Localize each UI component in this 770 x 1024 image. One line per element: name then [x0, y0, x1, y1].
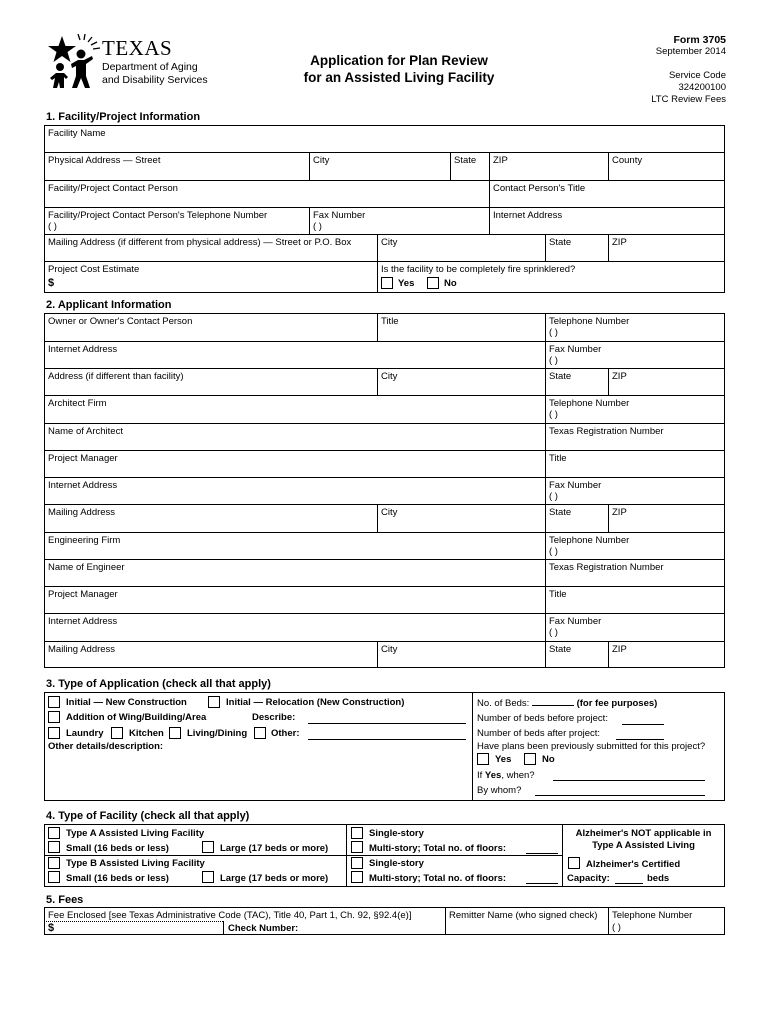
form-number: Form 3705: [673, 34, 726, 46]
laundry-label: Laundry: [66, 728, 104, 739]
owner-zip-field[interactable]: ZIP: [612, 371, 627, 382]
prev-no-checkbox[interactable]: [524, 753, 536, 765]
mailing-street-field[interactable]: Mailing Address (if different from physical address) — Street or P.O. Box: [48, 237, 352, 248]
type-b-checkbox[interactable]: [48, 857, 60, 869]
eng-phone-field[interactable]: Telephone Number: [549, 535, 630, 546]
owner-phone-field[interactable]: Telephone Number: [549, 316, 630, 327]
alz-certified-checkbox[interactable]: [568, 857, 580, 869]
mailing-zip-field[interactable]: ZIP: [612, 237, 627, 248]
physical-zip-field[interactable]: ZIP: [493, 155, 508, 166]
eng-reg-field[interactable]: Texas Registration Number: [549, 562, 664, 573]
owner-internet-field[interactable]: Internet Address: [48, 344, 118, 355]
logo-line3: and Disability Services: [102, 74, 208, 86]
alz-not-line1: Alzheimer's NOT applicable in: [575, 828, 712, 839]
a-multi-story-checkbox[interactable]: [351, 841, 363, 853]
type-b-large-label: Large (17 beds or more): [220, 873, 329, 884]
addition-checkbox[interactable]: [48, 711, 60, 723]
architect-mailing-field[interactable]: Mailing Address: [48, 507, 116, 518]
fee-enclosed-field[interactable]: Fee Enclosed [see Texas Administrative Code (TAC), Title 40, Part 1, Ch. 92, §92.4(e)]: [48, 910, 412, 921]
architect-pm-title-field[interactable]: Title: [549, 453, 567, 464]
eng-name-field[interactable]: Name of Engineer: [48, 562, 125, 573]
service-code-label: Service Code: [668, 70, 726, 81]
fee-phone-paren: ( ): [612, 922, 621, 933]
eng-phone-paren: ( ): [549, 546, 558, 557]
b-multi-story-label: Multi-story; Total no. of floors:: [369, 873, 507, 884]
cost-dollar: $: [48, 277, 55, 289]
mailing-state-field[interactable]: State: [549, 237, 572, 248]
check-number-field[interactable]: Check Number:: [228, 923, 299, 934]
architect-reg-field[interactable]: Texas Registration Number: [549, 426, 664, 437]
architect-fax-field[interactable]: Fax Number: [549, 480, 602, 491]
contact-title-field[interactable]: Contact Person's Title: [493, 183, 586, 194]
beds-before-line[interactable]: [622, 724, 664, 725]
fax-field[interactable]: Fax Number: [313, 210, 366, 221]
if-yes-when: [477, 770, 535, 781]
a-floors-line[interactable]: [526, 853, 558, 854]
type-b-small-label: Small (16 beds or less): [66, 873, 169, 884]
sprinkler-yes-checkbox[interactable]: [381, 277, 393, 289]
texas-star-family-icon: [46, 34, 106, 90]
sprinkler-yes-label: Yes: [398, 278, 415, 289]
architect-state-field[interactable]: State: [549, 507, 572, 518]
contact-phone-field[interactable]: Facility/Project Contact Person's Telephone Number: [48, 210, 268, 221]
architect-name-field[interactable]: Name of Architect: [48, 426, 123, 437]
living-dining-checkbox[interactable]: [169, 727, 181, 739]
type-b-large-checkbox[interactable]: [202, 871, 214, 883]
a-multi-story-label: Multi-story; Total no. of floors:: [369, 843, 507, 854]
by-whom-line[interactable]: [535, 795, 705, 796]
architect-pm-field[interactable]: Project Manager: [48, 453, 118, 464]
a-single-story-label: Single-story: [369, 828, 424, 839]
type-a-label: Type A Assisted Living Facility: [66, 828, 205, 839]
county-field[interactable]: County: [612, 155, 643, 166]
section2-table: [44, 313, 725, 668]
architect-city-field[interactable]: City: [381, 507, 398, 518]
prev-yes-label: Yes: [495, 754, 512, 765]
sprinkler-question: Is the facility to be completely fire sprinklered?: [381, 264, 576, 275]
eng-pm-title-field[interactable]: Title: [549, 589, 567, 600]
if-word: If: [477, 770, 485, 781]
owner-city-field[interactable]: City: [381, 371, 398, 382]
type-a-small-checkbox[interactable]: [48, 841, 60, 853]
other-line[interactable]: [308, 739, 466, 740]
architect-phone-paren: ( ): [549, 409, 558, 420]
laundry-checkbox[interactable]: [48, 727, 60, 739]
eng-mailing-field[interactable]: Mailing Address: [48, 644, 116, 655]
describe-label: Describe:: [252, 712, 296, 723]
alz-certified-label: Alzheimer's Certified: [586, 859, 681, 870]
type-a-small-label: Small (16 beds or less): [66, 843, 169, 854]
section5-title: 5. Fees: [46, 894, 84, 906]
eng-pm-field[interactable]: Project Manager: [48, 589, 118, 600]
b-single-story-checkbox[interactable]: [351, 857, 363, 869]
when-line[interactable]: [553, 780, 705, 781]
sprinkler-no-checkbox[interactable]: [427, 277, 439, 289]
b-floors-line[interactable]: [526, 883, 558, 884]
capacity-line[interactable]: [615, 883, 643, 884]
prev-no-label: No: [542, 754, 555, 765]
other-details-label: Other details/description:: [48, 741, 164, 752]
form-date: September 2014: [655, 46, 726, 57]
eng-zip-field[interactable]: ZIP: [612, 644, 627, 655]
by-whom-label: By whom?: [477, 785, 522, 796]
architect-zip-field[interactable]: ZIP: [612, 507, 627, 518]
other-checkbox[interactable]: [254, 727, 266, 739]
dads-logo: [46, 34, 211, 90]
remitter-field[interactable]: Remitter Name (who signed check): [449, 910, 598, 921]
facility-name-field[interactable]: Facility Name: [48, 128, 106, 139]
architect-fax-paren: ( ): [549, 491, 558, 502]
mailing-city-field[interactable]: City: [381, 237, 398, 248]
eng-fax-paren: ( ): [549, 627, 558, 638]
section4-title: 4. Type of Facility (check all that apply): [46, 810, 250, 822]
contact-person-field[interactable]: Facility/Project Contact Person: [48, 183, 178, 194]
sprinkler-no-label: No: [444, 278, 457, 289]
type-a-large-label: Large (17 beds or more): [220, 843, 329, 854]
initial-new-label: Initial — New Construction: [66, 697, 187, 708]
eng-firm-field[interactable]: Engineering Firm: [48, 535, 121, 546]
logo-line2: Department of Aging: [102, 61, 198, 73]
kitchen-checkbox[interactable]: [111, 727, 123, 739]
architect-firm-field[interactable]: Architect Firm: [48, 398, 107, 409]
initial-reloc-label: Initial — Relocation (New Construction): [226, 697, 405, 708]
other-label: Other:: [271, 728, 300, 739]
addition-label: Addition of Wing/Building/Area: [66, 712, 207, 723]
physical-state-field[interactable]: State: [454, 155, 477, 166]
prev-yes-checkbox[interactable]: [477, 753, 489, 765]
alz-not-line2: Type A Assisted Living: [592, 840, 695, 851]
living-dining-label: Living/Dining: [187, 728, 248, 739]
eng-fax-field[interactable]: Fax Number: [549, 616, 602, 627]
owner-fax-field[interactable]: Fax Number: [549, 344, 602, 355]
prev-submitted-label: Have plans been previously submitted for this project?: [477, 741, 706, 752]
section1-title: 1. Facility/Project Information: [46, 111, 201, 123]
section3-title: 3. Type of Application (check all that apply): [46, 678, 271, 690]
cost-estimate-field[interactable]: Project Cost Estimate: [48, 264, 140, 275]
eng-state-field[interactable]: State: [549, 644, 572, 655]
beds-before-label: Number of beds before project:: [477, 713, 608, 724]
type-b-label: Type B Assisted Living Facility: [66, 858, 205, 869]
eng-city-field[interactable]: City: [381, 644, 398, 655]
fee-dollar: $: [48, 922, 55, 934]
owner-state-field[interactable]: State: [549, 371, 572, 382]
describe-line[interactable]: [308, 723, 466, 724]
physical-city-field[interactable]: City: [313, 155, 330, 166]
logo-name: TEXAS: [102, 36, 173, 60]
capacity-beds-label: beds: [647, 873, 670, 884]
physical-street-field[interactable]: Physical Address — Street: [48, 155, 161, 166]
beds-label-a: No. of Beds:: [477, 698, 532, 709]
type-a-large-checkbox[interactable]: [202, 841, 214, 853]
owner-field[interactable]: Owner or Owner's Contact Person: [48, 316, 193, 327]
b-multi-story-checkbox[interactable]: [351, 871, 363, 883]
owner-fax-paren: ( ): [549, 355, 558, 366]
if-yes-word: Yes: [484, 770, 502, 781]
owner-title-field[interactable]: Title: [381, 316, 399, 327]
owner-phone-paren: ( ): [549, 327, 558, 338]
form-title-line2: for an Assisted Living Facility: [303, 70, 495, 85]
beds-after-label: Number of beds after project:: [477, 728, 601, 739]
type-b-small-checkbox[interactable]: [48, 871, 60, 883]
architect-phone-field[interactable]: Telephone Number: [549, 398, 630, 409]
contact-phone-paren: ( ): [48, 221, 57, 232]
when-word: , when?: [501, 770, 535, 781]
beds-after-line[interactable]: [616, 739, 664, 740]
owner-address-field[interactable]: Address (if different than facility): [48, 371, 184, 382]
beds-label: [477, 697, 657, 709]
fax-paren: ( ): [313, 221, 322, 232]
eng-internet-field[interactable]: Internet Address: [48, 616, 118, 627]
a-single-story-checkbox[interactable]: [351, 827, 363, 839]
initial-new-checkbox[interactable]: [48, 696, 60, 708]
section2-title: 2. Applicant Information: [46, 299, 172, 311]
beds-label-b: (for fee purposes): [576, 698, 658, 709]
form-title-line1: Application for Plan Review: [310, 53, 488, 68]
service-code: 324200100: [678, 82, 726, 93]
review-fees: LTC Review Fees: [651, 94, 726, 105]
internet-address-field[interactable]: Internet Address: [493, 210, 563, 221]
type-a-checkbox[interactable]: [48, 827, 60, 839]
initial-reloc-checkbox[interactable]: [208, 696, 220, 708]
b-single-story-label: Single-story: [369, 858, 424, 869]
kitchen-label: Kitchen: [129, 728, 164, 739]
capacity-label: Capacity:: [567, 873, 610, 884]
fee-phone-field[interactable]: Telephone Number: [612, 910, 693, 921]
architect-internet-field[interactable]: Internet Address: [48, 480, 118, 491]
